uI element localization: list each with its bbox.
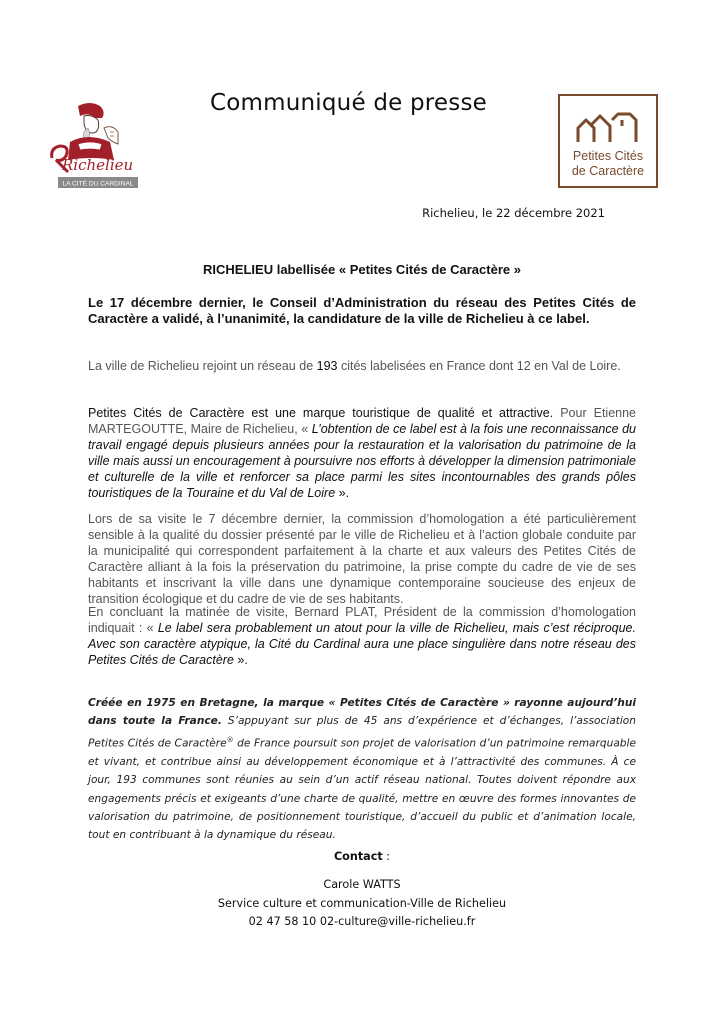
logo-tagline: LA CITÉ DU CARDINAL (62, 180, 134, 188)
paragraph-commission: Lors de sa visite le 7 décembre dernier, la commission d’homologation a été particulièrement sensible à la qualité du dossier présenté par le ville de Richelieu et à l’action globale conduite par la municipalité qui correspondent parfaitement à la charte et aux valeurs des Petites Cités de Caractère alliant à la fois la préservation du patrimoine, la prise compte du cadre de vie de ses habitants et inscrivant la ville dans une dynamique contemporaine soucieuse des enjeux de transition écologique et du cadre de vie de ses habitants. (88, 512, 636, 606)
registered-mark: ® (226, 735, 234, 744)
contact-label: Contact (333, 850, 383, 863)
president-quote: Le label sera probablement un atout pour la ville de Richelieu, mais c’est réciproque. Avec son caractère atypique, la Cité du Cardinal aura une place singulière dans notre réseau des Petites Cités de Caractère (88, 621, 636, 667)
richelieu-logo (48, 98, 140, 192)
about-text-1: S’appuyant sur plus de 45 ans d’expérience et d’échanges, l’association Petites Cités de Caractère (88, 715, 636, 750)
logo-line-1: Petites Cités (572, 149, 644, 163)
paragraph-network (88, 358, 636, 374)
contact-heading (0, 848, 724, 867)
mayor-quote-close: ». (335, 486, 350, 500)
mayor-intro: Pour Etienne MARTEGOUTTE, Maire de Richelieu, « (88, 406, 636, 436)
contact-colon: : (382, 850, 391, 863)
contact-phone-email: 02 47 58 10 02-culture@ville-richelieu.fr (248, 915, 476, 928)
cardinal-portrait-icon (48, 98, 140, 192)
mayor-quote: L’obtention de ce label est à la fois une reconnaissance du travail engagé depuis plusieurs années pour la restauration et la valorisation du patrimoine de la ville mais aussi un encouragement à poursuivre nos efforts à développer la dimension patrimoniale et culturelle de la ville et renforcer sa place parmi les sites incontournables des grands pôles touristiques de la Touraine et du Val de Loire (88, 422, 636, 500)
about-bold-lead: Créée en 1975 en Bretagne, la marque « Petites Cités de Caractère » rayonne aujourd’hui dans toute la France. (88, 697, 636, 728)
brand-statement: Petites Cités de Caractère est une marque touristique de qualité et attractive. (88, 406, 554, 420)
paragraph-mayor-quote (88, 405, 636, 501)
lede-paragraph: Le 17 décembre dernier, le Conseil d’Administration du réseau des Petites Cités de Caractère a validé, à l’unanimité, la candidature de la ville de Richelieu à ce label. (88, 295, 636, 326)
contact-block (0, 876, 724, 932)
about-text-2: de France poursuit son projet de valorisation d’un patrimoine remarquable et vivant, et contribue ainsi au développement économique et à l’attractivité des communes. À ce jour, 193 communes sont réunies au sein d’un actif réseau national. Toutes doivent répondre aux engagements précis et exigeants d’une charte de qualité, mettre en œuvre des formes innovantes de valorisation du patrimoine, de positionnement touristique, d’accueil du public et d’animation locale, tout en contribuant à la dynamique du réseau. (88, 737, 636, 842)
contact-service: Service culture et communication-Ville de Richelieu (217, 896, 507, 910)
paragraph-president-quote (88, 604, 636, 668)
village-rooftops-icon (560, 96, 656, 186)
date-line: Richelieu, le 22 décembre 2021 (422, 206, 605, 220)
paragraph-network-after: cités labelisées en France dont 12 en Val de Loire. (337, 359, 621, 373)
president-quote-close: ». (233, 653, 248, 667)
about-paragraph (88, 694, 636, 845)
logo-line-2: de Caractère (571, 164, 645, 178)
headline: RICHELIEU labellisée « Petites Cités de Caractère » (203, 262, 521, 277)
president-intro: En concluant la matinée de visite, Bernard PLAT, Président de la commission d’homologation indiquait : « (88, 605, 636, 635)
petites-cites-logo (558, 94, 658, 188)
contact-name: Carole WATTS (323, 878, 401, 891)
network-count: 193 (316, 359, 338, 373)
paragraph-network-before: La ville de Richelieu rejoint un réseau de (88, 359, 317, 373)
logo-script-text: Richelieu (62, 156, 134, 174)
page-title: Communiqué de presse (210, 90, 488, 116)
